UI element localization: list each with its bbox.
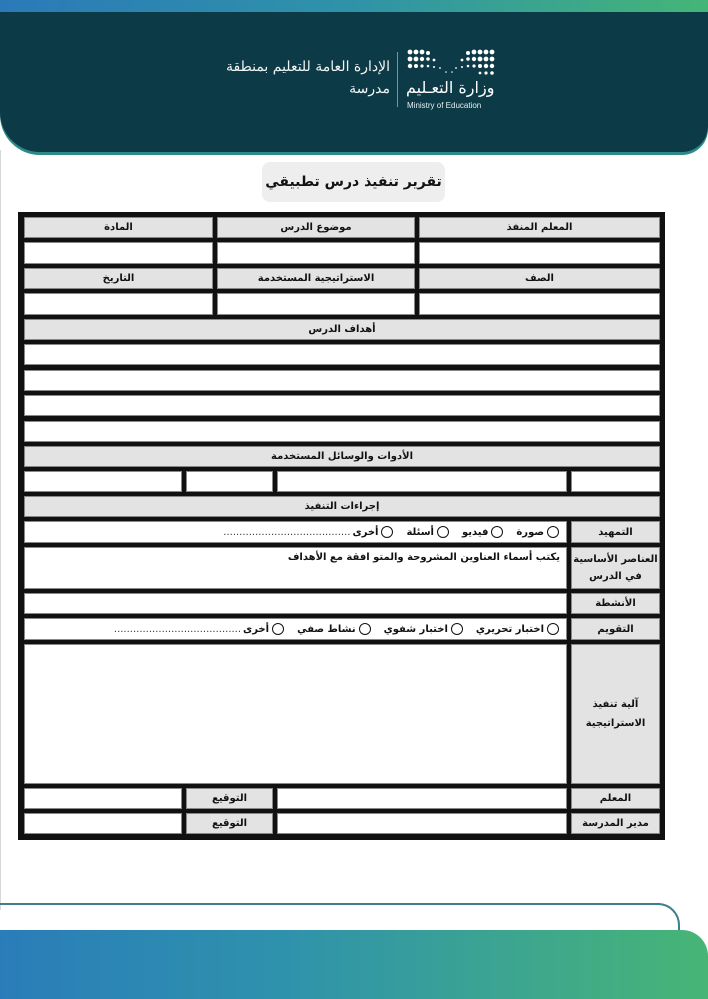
option-label: اختبار تحريري <box>475 623 544 635</box>
lesson-topic-field[interactable] <box>217 242 415 264</box>
elements-label-line-1: العناصر الأساسية <box>573 554 658 565</box>
option-label: اختبار شفوي <box>383 623 448 635</box>
header-divider <box>397 52 398 107</box>
option-label: نشاط صفي <box>297 623 356 635</box>
ministry-dots-logo-icon <box>406 48 496 76</box>
header-date: التاريخ <box>24 268 213 289</box>
subject-field[interactable] <box>24 242 213 264</box>
department-line-1: الإدارة العامة للتعليم بمنطقة <box>226 59 390 75</box>
ministry-name-arabic: وزارة التعـليم <box>406 78 495 97</box>
ministry-logo <box>403 45 503 115</box>
tool-field-2[interactable] <box>277 471 567 492</box>
strategy-mechanism-label-line-1: آلية تنفيذ <box>592 699 639 710</box>
other-fill-line[interactable]: ........................................ <box>113 623 242 635</box>
other-fill-line[interactable]: ........................................ <box>223 526 351 538</box>
evaluation-option-written-test[interactable] <box>476 623 562 635</box>
teacher-name-field[interactable] <box>277 788 567 809</box>
objective-field-1[interactable] <box>24 344 660 365</box>
radio-icon[interactable] <box>491 526 503 538</box>
intro-label: التمهيد <box>571 521 660 543</box>
header-grade: الصف <box>419 268 660 289</box>
teacher-executing-field[interactable] <box>419 242 660 264</box>
tools-header: الأدوات والوسائل المستخدمة <box>24 446 660 467</box>
header-subject: المادة <box>24 217 213 238</box>
principal-label: مدير المدرسة <box>571 813 660 834</box>
activities-label: الأنشطة <box>571 593 660 614</box>
intro-option-questions[interactable] <box>406 526 452 538</box>
elements-hint: يكتب أسماء العناوين المشروحة والمتو افقة مع الأهداف <box>287 552 560 563</box>
header-strategy-used: الاستراتيجية المستخدمة <box>217 268 415 289</box>
objective-field-3[interactable] <box>24 395 660 416</box>
radio-icon[interactable] <box>437 526 449 538</box>
principal-signature-label: التوقيع <box>186 813 273 834</box>
principal-signature-field[interactable] <box>24 813 182 834</box>
radio-icon[interactable] <box>272 623 284 635</box>
strategy-used-field[interactable] <box>217 293 415 315</box>
evaluation-option-oral-test[interactable] <box>384 623 466 635</box>
date-field[interactable] <box>24 293 213 315</box>
objective-field-4[interactable] <box>24 421 660 442</box>
footer-band <box>0 930 708 999</box>
grade-field[interactable] <box>419 293 660 315</box>
footer-line <box>0 903 660 905</box>
elements-label <box>571 547 660 589</box>
header-teacher-executing: المعلم المنفذ <box>419 217 660 238</box>
header-lesson-topic: موضوع الدرس <box>217 217 415 238</box>
radio-icon[interactable] <box>451 623 463 635</box>
strategy-mechanism-field[interactable] <box>24 644 567 784</box>
report-title: تقرير تنفيذ درس تطبيقي <box>262 162 445 202</box>
strategy-mechanism-label-line-2: الاستراتيجية <box>585 718 646 729</box>
option-label: صورة <box>516 526 544 538</box>
intro-option-image[interactable] <box>516 526 562 538</box>
strategy-mechanism-label <box>571 644 660 784</box>
activities-field[interactable] <box>24 593 567 614</box>
principal-name-field[interactable] <box>277 813 567 834</box>
objectives-header: أهداف الدرس <box>24 319 660 340</box>
footer-curve <box>640 903 680 933</box>
option-label: أسئلة <box>406 526 434 538</box>
lesson-report-form <box>18 212 665 840</box>
teacher-signature-field[interactable] <box>24 788 182 809</box>
tool-field-3[interactable] <box>186 471 273 492</box>
teacher-label: المعلم <box>571 788 660 809</box>
tool-field-4[interactable] <box>24 471 182 492</box>
option-label: أخرى <box>352 526 379 538</box>
ministry-name-english: Ministry of Education <box>407 101 482 110</box>
radio-icon[interactable] <box>547 623 559 635</box>
tool-field-1[interactable] <box>571 471 660 492</box>
intro-option-video[interactable] <box>462 526 506 538</box>
department-text <box>226 56 390 100</box>
objective-field-2[interactable] <box>24 370 660 391</box>
department-line-2: مدرسة <box>349 81 390 97</box>
evaluation-option-other[interactable] <box>114 623 287 635</box>
procedures-header: إجراءات التنفيذ <box>24 496 660 517</box>
intro-options <box>24 521 567 543</box>
option-label: فيديو <box>461 526 489 538</box>
option-label: أخرى <box>243 623 270 635</box>
elements-label-line-2: في الدرس <box>589 571 642 582</box>
page-edge <box>0 150 1 910</box>
radio-icon[interactable] <box>547 526 559 538</box>
intro-option-other[interactable] <box>223 526 396 538</box>
evaluation-option-class-activity[interactable] <box>297 623 374 635</box>
radio-icon[interactable] <box>381 526 393 538</box>
teacher-signature-label: التوقيع <box>186 788 273 809</box>
radio-icon[interactable] <box>359 623 371 635</box>
elements-field[interactable] <box>24 547 567 589</box>
evaluation-label: التقويم <box>571 618 660 640</box>
evaluation-options <box>24 618 567 640</box>
